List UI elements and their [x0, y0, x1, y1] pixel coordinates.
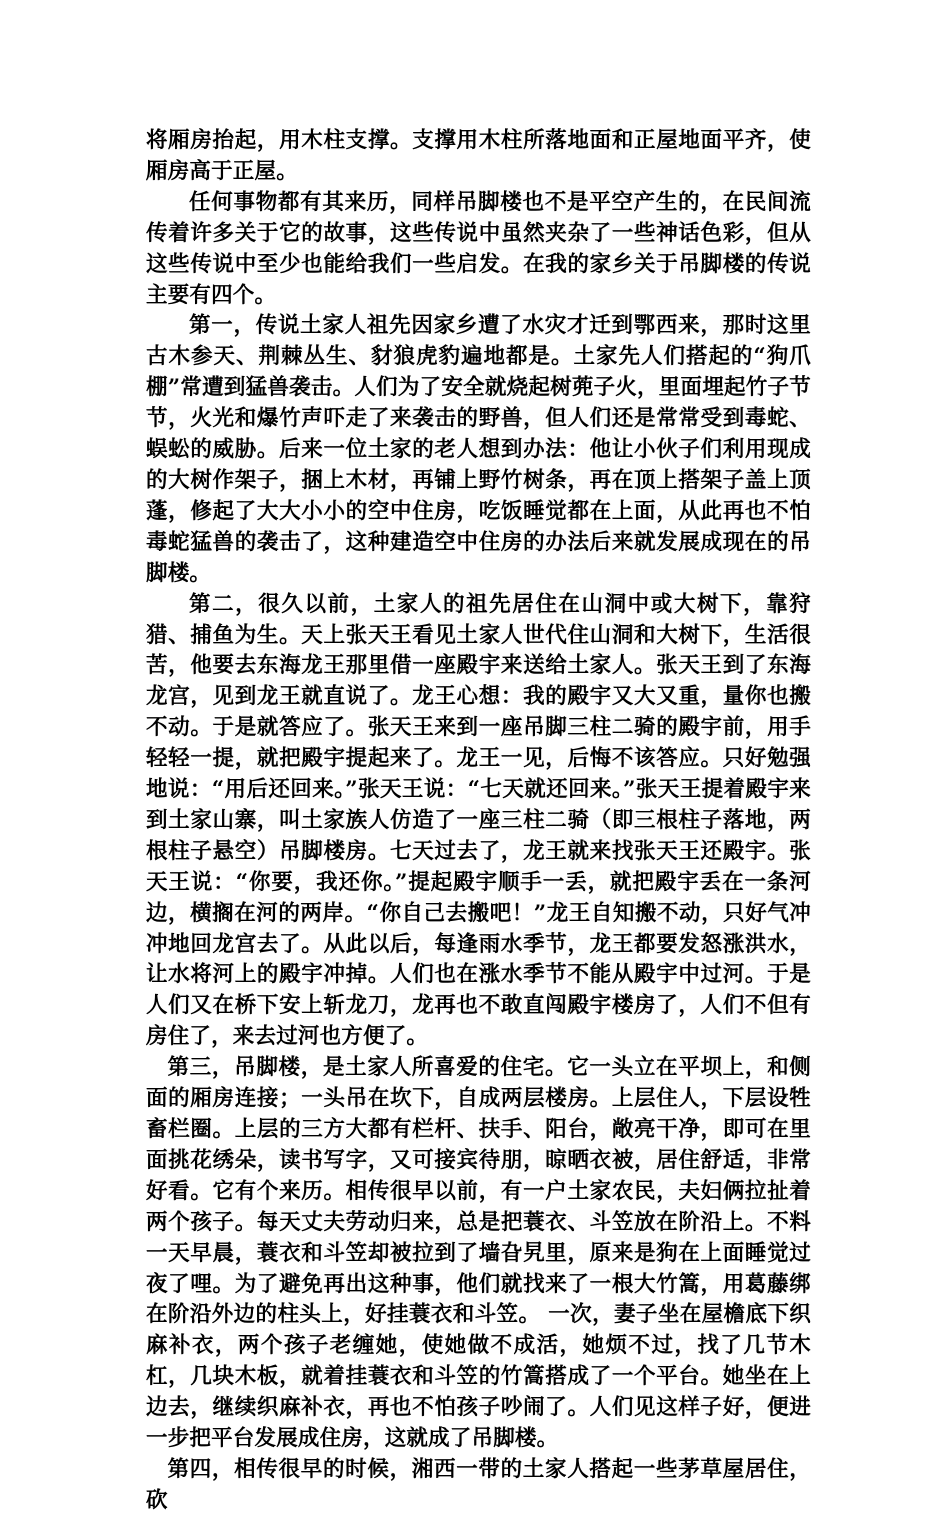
paragraph-1: 将厢房抬起，用木柱支撑。支撑用木柱所落地面和正屋地面平齐，使厢房高于正屋。: [146, 128, 811, 184]
paragraph-2: 任何事物都有其来历，同样吊脚楼也不是平空产生的，在民间流传着许多关于它的故事，这些传说中虽然夹杂了一些神话色彩，但从这些传说中至少也能给我们一些启发。在我的家乡关于吊脚楼的传说主要有四个。: [146, 189, 811, 308]
paragraph-3: 第一，传说土家人祖先因家乡遭了水灾才迁到鄂西来，那时这里古木参天、荆棘丛生、豺狼虎豹遍地都是。土家先人们搭起的“狗爪棚”常遭到猛兽袭击。人们为了安全就烧起树蔸子火，里面埋起竹子节节，火光和爆竹声吓走了来袭击的野兽，但人们还是常常受到毒蛇、蜈蚣的威胁。后来一位土家的老人想到办法：他让小伙子们利用现成的大树作架子，捆上木材，再铺上野竹树条，再在顶上搭架子盖上顶蓬，修起了大大小小的空中住房，吃饭睡觉都在上面，从此再也不怕毒蛇猛兽的袭击了，这种建造空中住房的办法后来就发展成现在的吊脚楼。: [146, 313, 811, 586]
paragraph-5: 第三，吊脚楼，是土家人所喜爱的住宅。它一头立在平坝上，和侧面的厢房连接；一头吊在坎下，自成两层楼房。上层住人，下层设牲畜栏圈。上层的三方大都有栏杆、扶手、阳台，敞亮干净，即可在里面挑花绣朵，读书写字，又可接宾待朋，晾晒衣被，居住舒适，非常好看。它有个来历。相传很早以前，有一户土家农民，夫妇俩拉扯着两个孩子。每天丈夫劳动归来，总是把蓑衣、斗笠放在阶沿上。不料一天早晨，蓑衣和斗笠却被拉到了墙旮旯里，原来是狗在上面睡觉过夜了哩。为了避免再出这种事，他们就找来了一根大竹篙，用葛藤绑在阶沿外边的柱头上，好挂蓑衣和斗笠。 一次，妻子坐在屋檐底下织麻补衣，两个孩子老缠她，使她做不成活，她烦不过，找了几节木杠，几块木板，就着挂蓑衣和斗笠的竹篙搭成了一个平台。她坐在上边去，继续织麻补衣，再也不怕孩子吵闹了。人们见这样子好，便进一步把平台发展成住房，这就成了吊脚楼。: [146, 1055, 811, 1452]
body-text: [146, 126, 811, 1517]
paragraph-6: 第四，相传很早的时候，湘西一带的土家人搭起一些茅草屋居住，砍: [146, 1456, 811, 1513]
paragraph-4: 第二，很久以前，土家人的祖先居住在山洞中或大树下，靠狩猎、捕鱼为生。天上张天王看见土家人世代住山洞和大树下，生活很苦，他要去东海龙王那里借一座殿宇来送给土家人。张天王到了东海龙宫，见到龙王就直说了。龙王心想：我的殿宇又大又重，量你也搬不动。于是就答应了。张天王来到一座吊脚三柱二骑的殿宇前，用手轻轻一提，就把殿宇提起来了。龙王一见，后悔不该答应。只好勉强地说：“用后还回来。”张天王说：“七天就还回来。”张天王提着殿宇来到土家山寨，叫土家族人仿造了一座三柱二骑（即三根柱子落地，两根柱子悬空）吊脚楼房。七天过去了，龙王就来找张天王还殿宇。张天王说：“你要，我还你。”提起殿宇顺手一丢，就把殿宇丢在一条河边，横搁在河的两岸。“你自己去搬吧！”龙王自知搬不动，只好气冲冲地回龙宫去了。从此以后，每逢雨水季节，龙王都要发怒涨洪水，让水将河上的殿宇冲掉。人们也在涨水季节不能从殿宇中过河。于是人们又在桥下安上斩龙刀，龙再也不敢直闯殿宇楼房了，人们不但有房住了，来去过河也方便了。: [146, 591, 811, 1050]
